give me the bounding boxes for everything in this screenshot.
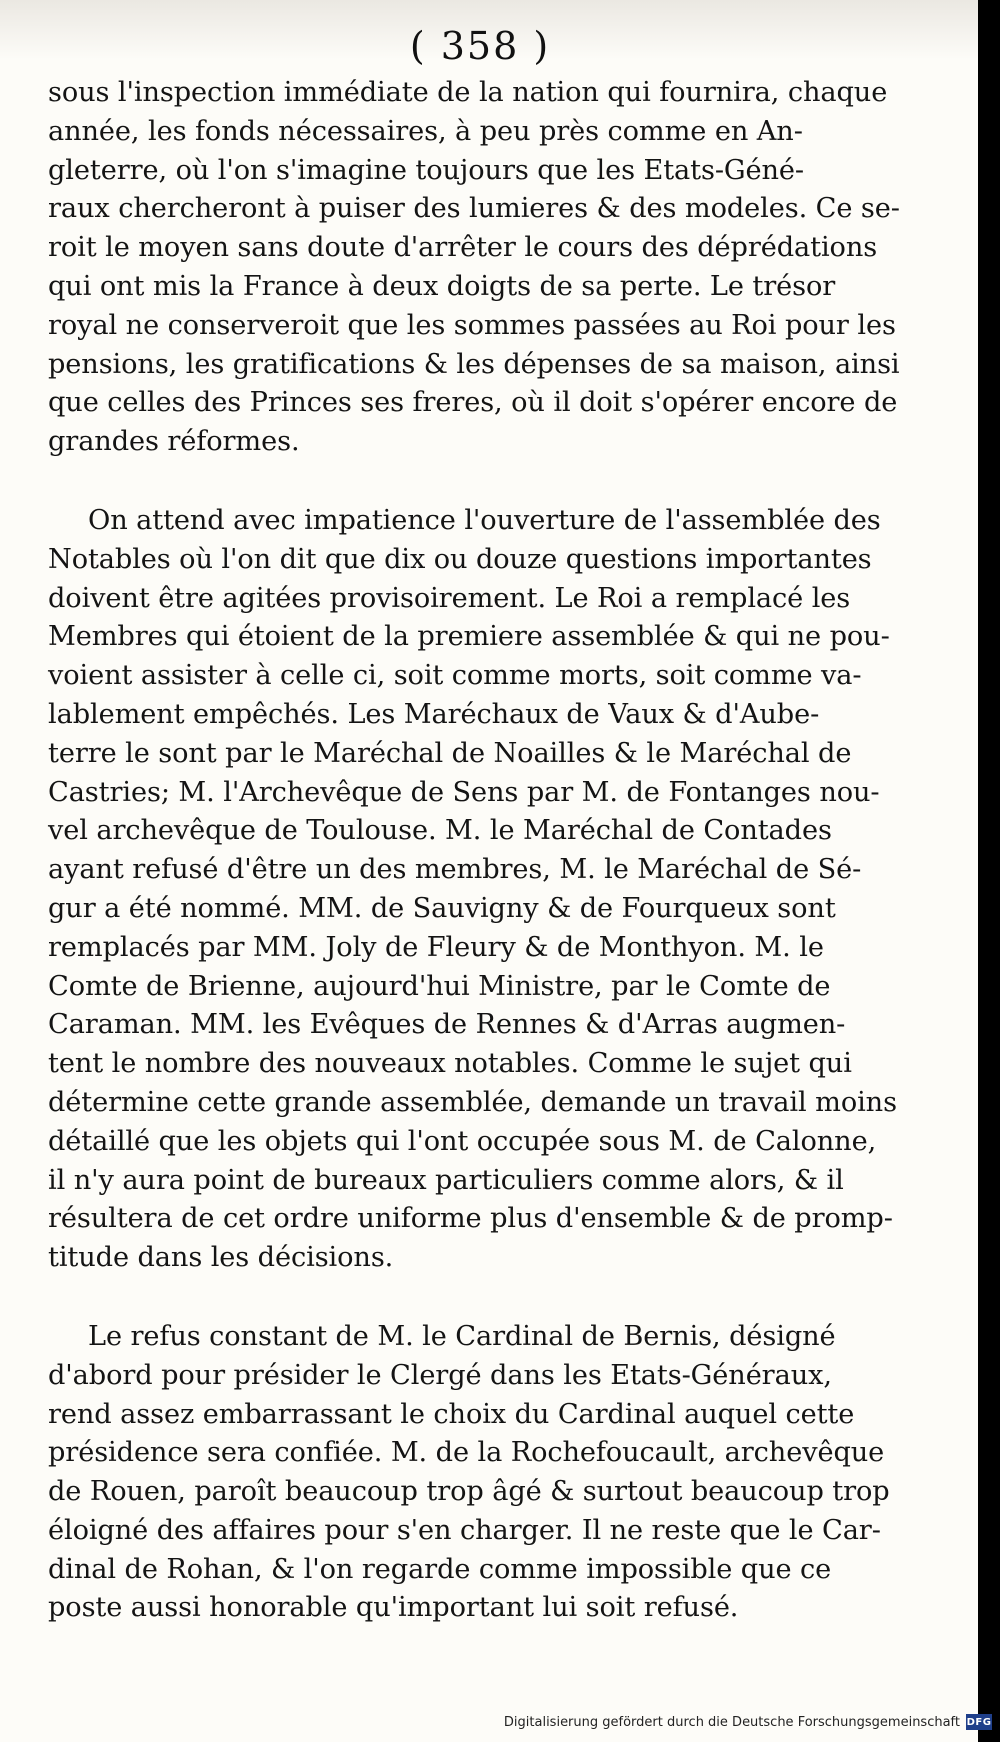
text-line: dinal de Rohan, & l'on regarde comme impossible que ce xyxy=(48,1553,832,1585)
text-line: tent le nombre des nouveaux notables. Comme le sujet qui xyxy=(48,1048,852,1080)
text-line: lablement empêchés. Les Maréchaux de Vaux & d'Aube- xyxy=(48,698,820,730)
dfg-logo: DFG xyxy=(966,1714,992,1730)
text-line: Caraman. MM. les Evêques de Rennes & d'Arras augmen- xyxy=(48,1009,846,1041)
text-line: d'abord pour présider le Clergé dans les Etats-Généraux, xyxy=(48,1359,832,1391)
text-line: grandes réformes. xyxy=(48,426,300,458)
paragraph-2 xyxy=(48,502,960,1278)
text-line: détermine cette grande assemblée, demande un travail moins xyxy=(48,1086,897,1118)
page-number: ( 358 ) xyxy=(409,24,551,68)
text-line: détaillé que les objets qui l'ont occupée sous M. de Calonne, xyxy=(48,1125,877,1157)
text-line: raux chercheront à puiser des lumieres & des modeles. Ce se- xyxy=(48,193,900,225)
text-line: qui ont mis la France à deux doigts de sa perte. Le trésor xyxy=(48,270,836,302)
text-line: que celles des Princes ses freres, où il doit s'opérer encore de xyxy=(48,387,898,419)
text-line: roit le moyen sans doute d'arrêter le cours des déprédations xyxy=(48,232,878,264)
text-line: On attend avec impatience l'ouverture de l'assemblée des xyxy=(88,504,881,536)
text-line: voient assister à celle ci, soit comme morts, soit comme va- xyxy=(48,660,862,692)
text-line: gleterre, où l'on s'imagine toujours que les Etats-Géné- xyxy=(48,154,804,186)
digitization-footer xyxy=(504,1712,992,1732)
text-line: poste aussi honorable qu'important lui soit refusé. xyxy=(48,1592,739,1624)
text-line: titude dans les décisions. xyxy=(48,1242,394,1274)
text-line: résultera de cet ordre uniforme plus d'ensemble & de promp- xyxy=(48,1203,893,1235)
text-line: rend assez embarrassant le choix du Cardinal auquel cette xyxy=(48,1398,855,1430)
text-line: il n'y aura point de bureaux particuliers comme alors, & il xyxy=(48,1164,844,1196)
text-line: de Rouen, paroît beaucoup trop âgé & surtout beaucoup trop xyxy=(48,1476,890,1508)
text-line: sous l'inspection immédiate de la nation qui fournira, chaque xyxy=(48,77,888,108)
text-line: vel archevêque de Toulouse. M. le Maréchal de Contades xyxy=(48,815,832,847)
text-line: gur a été nommé. MM. de Sauvigny & de Fourqueux sont xyxy=(48,892,836,924)
text-line: Comte de Brienne, aujourd'hui Ministre, par le Comte de xyxy=(48,970,831,1002)
text-line: année, les fonds nécessaires, à peu près comme en An- xyxy=(48,115,803,147)
text-line: Castries; M. l'Archevêque de Sens par M. de Fontanges nou- xyxy=(48,776,880,808)
footer-credit: Digitalisierung gefördert durch die Deutsche Forschungsgemeinschaft xyxy=(503,1714,960,1730)
text-line: Notables où l'on dit que dix ou douze questions importantes xyxy=(48,543,872,575)
paragraph-1 xyxy=(48,74,960,462)
body-text xyxy=(48,74,960,1628)
text-line: éloigné des affaires pour s'en charger. Il ne reste que le Car- xyxy=(48,1514,881,1546)
text-line: Membres qui étoient de la premiere assemblée & qui ne pou- xyxy=(48,621,890,653)
text-line: royal ne conserveroit que les sommes passées au Roi pour les xyxy=(48,309,896,341)
text-line: terre le sont par le Maréchal de Noailles & le Maréchal de xyxy=(48,737,852,769)
text-line: présidence sera confiée. M. de la Rochefoucault, archevêque xyxy=(48,1437,885,1469)
text-line: Le refus constant de M. le Cardinal de Bernis, désigné xyxy=(88,1320,836,1352)
text-line: doivent être agitées provisoirement. Le Roi a remplacé les xyxy=(48,582,851,614)
text-line: pensions, les gratifications & les dépenses de sa maison, ainsi xyxy=(48,348,900,380)
paragraph-3 xyxy=(48,1318,960,1628)
text-line: remplacés par MM. Joly de Fleury & de Monthyon. M. le xyxy=(48,931,824,963)
text-line: ayant refusé d'être un des membres, M. le Maréchal de Sé- xyxy=(48,854,862,886)
